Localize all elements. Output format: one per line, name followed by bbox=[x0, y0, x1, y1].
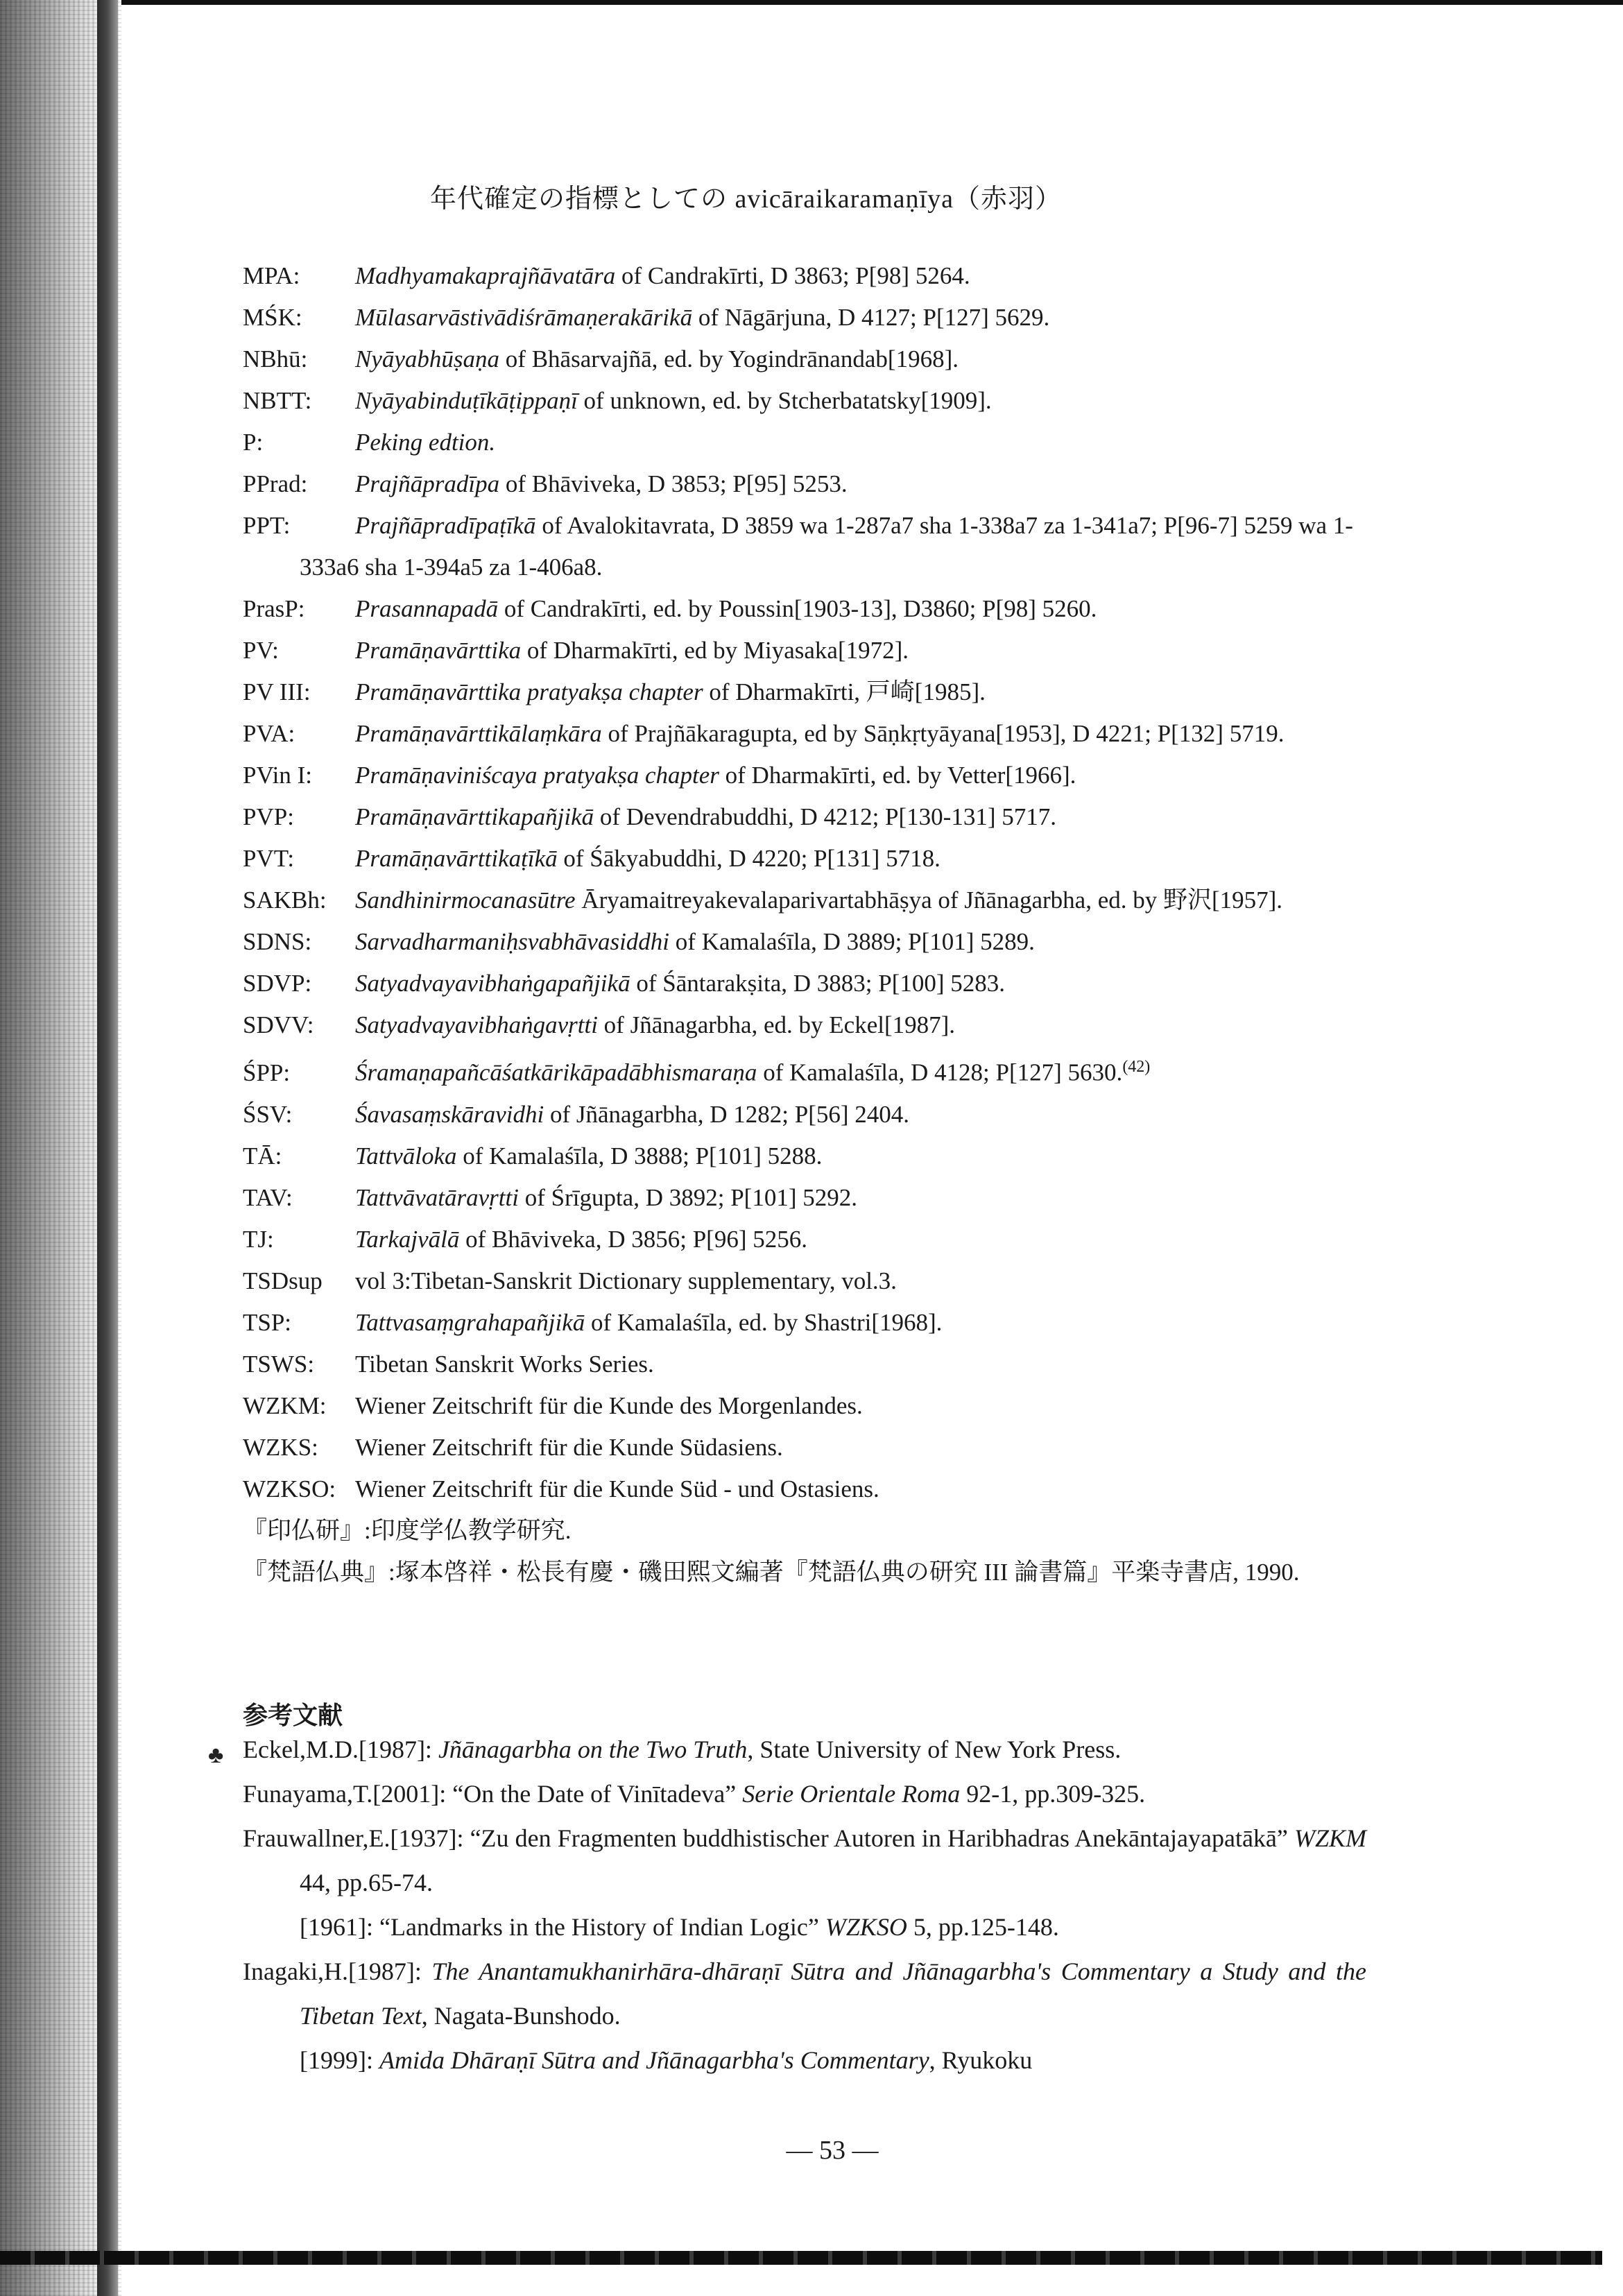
abbreviation-key: P: bbox=[243, 429, 264, 456]
abbreviation-detail: of Jñānagarbha, ed. by Eckel[1987]. bbox=[597, 1011, 956, 1038]
abbreviation-detail: of Kamalaśīla, D 4128; P[127] 5630. bbox=[757, 1059, 1123, 1086]
work-title: Pramāṇavārttikālaṃkāra bbox=[355, 720, 602, 747]
abbreviation-entry bbox=[243, 339, 1366, 380]
abbreviation-key: PV III: bbox=[243, 678, 311, 705]
abbreviation-list bbox=[243, 255, 1366, 1593]
reference-entry bbox=[243, 2038, 1366, 2082]
abbreviation-entry bbox=[243, 671, 1366, 713]
abbreviation-entry bbox=[243, 380, 1366, 422]
reference-post: 92-1, pp.309-325. bbox=[960, 1780, 1146, 1808]
abbreviation-detail: vol 3:Tibetan-Sanskrit Dictionary supplementary, vol.3. bbox=[355, 1267, 897, 1294]
work-title: Madhyamakaprajñāvatāra bbox=[355, 262, 616, 289]
abbreviation-key: NBhū: bbox=[243, 345, 308, 372]
abbreviation-detail: of Bhāviveka, D 3856; P[96] 5256. bbox=[459, 1225, 807, 1253]
abbreviation-entry bbox=[243, 1094, 1366, 1136]
abbreviation-key: TSP: bbox=[243, 1308, 292, 1336]
abbreviation-entry bbox=[243, 1219, 1366, 1260]
abbreviation-detail: of Kamalaśīla, D 3888; P[101] 5288. bbox=[456, 1142, 823, 1170]
work-title: Nyāyabinduṭīkāṭippaṇī bbox=[355, 387, 578, 414]
work-title: Sandhinirmocanasūtre bbox=[355, 886, 576, 914]
abbreviation-entry bbox=[243, 1468, 1366, 1510]
abbreviation-entry bbox=[243, 1260, 1366, 1302]
abbreviation-detail: of Bhāsarvajñā, ed. by Yogindrānandab[1968]. bbox=[499, 345, 959, 372]
abbreviation-key: TSDsup bbox=[243, 1267, 323, 1294]
work-title: Pramāṇaviniścaya pratyakṣa chapter bbox=[355, 762, 719, 789]
abbreviation-entry bbox=[243, 713, 1366, 755]
abbreviation-entry bbox=[243, 588, 1366, 630]
work-title: Prasannapadā bbox=[355, 595, 499, 622]
abbreviation-key: TAV: bbox=[243, 1183, 293, 1211]
abbreviation-detail: of Bhāviveka, D 3853; P[95] 5253. bbox=[499, 470, 848, 497]
abbreviation-key: PrasP: bbox=[243, 595, 305, 622]
abbreviation-entry bbox=[243, 963, 1366, 1004]
abbreviation-entry bbox=[243, 1427, 1366, 1468]
work-title: Nyāyabhūṣaṇa bbox=[355, 345, 500, 372]
abbreviation-entry bbox=[243, 463, 1366, 505]
abbreviation-detail: of Kamalaśīla, D 3889; P[101] 5289. bbox=[669, 928, 1035, 955]
work-title: Pramāṇavārttikapañjikā bbox=[355, 803, 594, 830]
reference-entry bbox=[243, 1905, 1366, 1949]
abbreviation-key: PV: bbox=[243, 637, 279, 664]
abbreviation-key: NBTT: bbox=[243, 387, 312, 414]
abbreviation-detail: Āryamaitreyakevalaparivartabhāṣya of Jñānagarbha, ed. by 野沢[1957]. bbox=[575, 886, 1283, 914]
reference-entry bbox=[243, 1772, 1366, 1816]
reference-title: WZKM bbox=[1294, 1824, 1366, 1852]
abbreviation-entry bbox=[243, 921, 1366, 963]
abbreviation-entry bbox=[243, 1136, 1366, 1177]
work-title: Mūlasarvāstivādiśrāmaṇerakārikā bbox=[355, 304, 693, 331]
abbreviation-key: PPrad: bbox=[243, 470, 308, 497]
abbreviation-detail: of Śāntarakṣita, D 3883; P[100] 5283. bbox=[630, 970, 1006, 997]
reference-title: Jñānagarbha on the Two Truth bbox=[438, 1736, 748, 1763]
abbreviation-key: TJ: bbox=[243, 1225, 274, 1253]
reference-entry bbox=[243, 1949, 1366, 2038]
work-title: Pramāṇavārttikaṭīkā bbox=[355, 845, 558, 872]
reference-pre: Inagaki,H.[1987]: bbox=[243, 1957, 432, 1985]
abbreviation-key: PPT: bbox=[243, 512, 291, 539]
reference-title: Serie Orientale Roma bbox=[742, 1780, 961, 1808]
abbreviation-key: MŚK: bbox=[243, 304, 302, 331]
abbreviation-entry bbox=[243, 880, 1366, 921]
abbreviation-entry bbox=[243, 755, 1366, 796]
reference-entry bbox=[243, 1816, 1366, 1905]
abbreviation-detail: Wiener Zeitschrift für die Kunde Süd - und Ostasiens. bbox=[355, 1475, 879, 1502]
running-head: 年代確定の指標としての avicāraikaramaṇīya（赤羽） bbox=[430, 185, 1062, 214]
abbreviation-entry bbox=[243, 1510, 1366, 1552]
abbreviation-entry bbox=[243, 505, 1366, 588]
reference-pre: [1999]: bbox=[300, 2046, 379, 2074]
abbreviation-entry bbox=[243, 838, 1366, 880]
reference-pre: [1961]: “Landmarks in the History of Indian Logic” bbox=[300, 1913, 825, 1941]
abbreviation-entry bbox=[243, 255, 1366, 297]
references-heading: 参考文献 bbox=[243, 1702, 343, 1730]
reference-list bbox=[243, 1727, 1366, 2082]
abbreviation-key: SAKBh: bbox=[243, 886, 327, 914]
work-title: Pramāṇavārttika bbox=[355, 637, 522, 664]
abbreviation-key: WZKM: bbox=[243, 1391, 327, 1419]
bottom-scan-bar bbox=[0, 2251, 1602, 2265]
work-title: Tattvāloka bbox=[355, 1142, 457, 1170]
page-number: — 53 — bbox=[786, 2136, 879, 2165]
abbreviation-detail: 塚本啓祥・松長有慶・磯田熙文編著『梵語仏典の研究 III 論書篇』平楽寺書店, 1990. bbox=[395, 1558, 1300, 1586]
footnote-mark: (42) bbox=[1122, 1058, 1151, 1076]
abbreviation-detail: of Śrīgupta, D 3892; P[101] 5292. bbox=[518, 1183, 857, 1211]
abbreviation-key: PVP: bbox=[243, 803, 294, 830]
reference-pre: Frauwallner,E.[1937]: “Zu den Fragmenten buddhistischer Autoren in Haribhadras Anekāntajayapatākā” bbox=[243, 1824, 1294, 1852]
club-marker-icon: ♣ bbox=[208, 1742, 224, 1768]
reference-post: , Ryukoku bbox=[929, 2046, 1033, 2074]
reference-entry bbox=[243, 1727, 1366, 1772]
top-border-rule bbox=[0, 0, 1623, 5]
abbreviation-detail: of Avalokitavrata, D 3859 wa 1-287a7 sha 1-338a7 za 1-341a7; P[96-7] 5259 wa 1-333a6 sha 1-394a5 za 1-406a8. bbox=[300, 512, 1353, 581]
abbreviation-entry bbox=[243, 1177, 1366, 1219]
abbreviation-detail: of Śākyabuddhi, D 4220; P[131] 5718. bbox=[557, 845, 941, 872]
abbreviation-key: ŚPP: bbox=[243, 1059, 291, 1086]
work-title: Śavasaṃskāravidhi bbox=[355, 1100, 544, 1128]
abbreviation-detail: of Dharmakīrti, ed. by Vetter[1966]. bbox=[719, 762, 1076, 789]
abbreviation-entry bbox=[243, 1552, 1366, 1593]
abbreviation-entry bbox=[243, 1302, 1366, 1344]
abbreviation-entry bbox=[243, 1344, 1366, 1385]
reference-pre: Funayama,T.[2001]: “On the Date of Vinītadeva” bbox=[243, 1780, 743, 1808]
reference-post: , Nagata-Bunshodo. bbox=[421, 2002, 621, 2030]
abbreviation-detail: of unknown, ed. by Stcherbatatsky[1909]. bbox=[577, 387, 992, 414]
abbreviation-entry bbox=[243, 422, 1366, 463]
abbreviation-entry bbox=[243, 796, 1366, 838]
work-title: Satyadvayavibhaṅgavṛtti bbox=[355, 1011, 598, 1038]
abbreviation-detail: 印度学仏教学研究. bbox=[370, 1516, 572, 1544]
abbreviation-key: PVA: bbox=[243, 720, 295, 747]
abbreviation-key: WZKS: bbox=[243, 1433, 318, 1461]
abbreviation-key: 『梵語仏典』: bbox=[243, 1558, 395, 1586]
abbreviation-entry bbox=[243, 1385, 1366, 1427]
work-title: Śramaṇapañcāśatkārikāpadābhismaraṇa bbox=[355, 1059, 757, 1086]
abbreviation-detail: of Nāgārjuna, D 4127; P[127] 5629. bbox=[692, 304, 1050, 331]
work-title: Peking edtion. bbox=[355, 429, 496, 456]
abbreviation-key: TSWS: bbox=[243, 1350, 315, 1378]
abbreviation-key: WZKSO: bbox=[243, 1475, 336, 1502]
abbreviation-detail: of Devendrabuddhi, D 4212; P[130-131] 5717. bbox=[594, 803, 1056, 830]
reference-title: WZKSO bbox=[825, 1913, 907, 1941]
work-title: Sarvadharmaniḥsvabhāvasiddhi bbox=[355, 928, 670, 955]
work-title: Tattvāvatāravṛtti bbox=[355, 1183, 519, 1211]
abbreviation-key: PVT: bbox=[243, 845, 295, 872]
abbreviation-key: SDVV: bbox=[243, 1011, 314, 1038]
abbreviation-detail: Wiener Zeitschrift für die Kunde Südasiens. bbox=[355, 1433, 783, 1461]
reference-post: 44, pp.65-74. bbox=[300, 1869, 433, 1896]
abbreviation-entry bbox=[243, 1004, 1366, 1046]
abbreviation-key: TĀ: bbox=[243, 1142, 282, 1170]
work-title: Prajñāpradīpaṭīkā bbox=[355, 512, 536, 539]
reference-post: , State University of New York Press. bbox=[747, 1736, 1122, 1763]
work-title: Tattvasaṃgrahapañjikā bbox=[355, 1308, 585, 1336]
abbreviation-key: SDNS: bbox=[243, 928, 312, 955]
abbreviation-key: SDVP: bbox=[243, 970, 312, 997]
abbreviation-entry bbox=[243, 630, 1366, 671]
abbreviation-detail: of Prajñākaragupta, ed by Sāṇkṛtyāyana[1953], D 4221; P[132] 5719. bbox=[601, 720, 1285, 747]
abbreviation-detail: Tibetan Sanskrit Works Series. bbox=[355, 1350, 654, 1378]
abbreviation-key: ŚSV: bbox=[243, 1100, 293, 1128]
reference-pre: Eckel,M.D.[1987]: bbox=[243, 1736, 438, 1763]
work-title: Satyadvayavibhaṅgapañjikā bbox=[355, 970, 630, 997]
work-title: Pramāṇavārttika pratyakṣa chapter bbox=[355, 678, 703, 705]
abbreviation-entry bbox=[243, 297, 1366, 339]
abbreviation-detail: of Dharmakīrti, 戸崎[1985]. bbox=[703, 678, 986, 705]
reference-title: The Anantamukhanirhāra-dhāraṇī Sūtra and Jñānagarbha's Commentary a Study and the Tibetan Text bbox=[300, 1957, 1366, 2030]
abbreviation-detail: of Jñānagarbha, D 1282; P[56] 2404. bbox=[544, 1100, 910, 1128]
abbreviation-key: PVin I: bbox=[243, 762, 312, 789]
abbreviation-entry bbox=[243, 1046, 1366, 1094]
abbreviation-key: MPA: bbox=[243, 262, 300, 289]
abbreviation-key: 『印仏研』: bbox=[243, 1516, 371, 1544]
binding-spine bbox=[97, 0, 118, 2296]
abbreviation-detail: Wiener Zeitschrift für die Kunde des Morgenlandes. bbox=[355, 1391, 863, 1419]
reference-post: 5, pp.125-148. bbox=[907, 1913, 1059, 1941]
reference-title: Amida Dhāraṇī Sūtra and Jñānagarbha's Commentary bbox=[379, 2046, 929, 2074]
work-title: Tarkajvālā bbox=[355, 1225, 460, 1253]
abbreviation-detail: of Candrakīrti, ed. by Poussin[1903-13], D3860; P[98] 5260. bbox=[498, 595, 1097, 622]
abbreviation-detail: of Kamalaśīla, ed. by Shastri[1968]. bbox=[585, 1308, 943, 1336]
abbreviation-detail: of Dharmakīrti, ed by Miyasaka[1972]. bbox=[521, 637, 909, 664]
abbreviation-detail: of Candrakīrti, D 3863; P[98] 5264. bbox=[615, 262, 970, 289]
work-title: Prajñāpradīpa bbox=[355, 470, 500, 497]
